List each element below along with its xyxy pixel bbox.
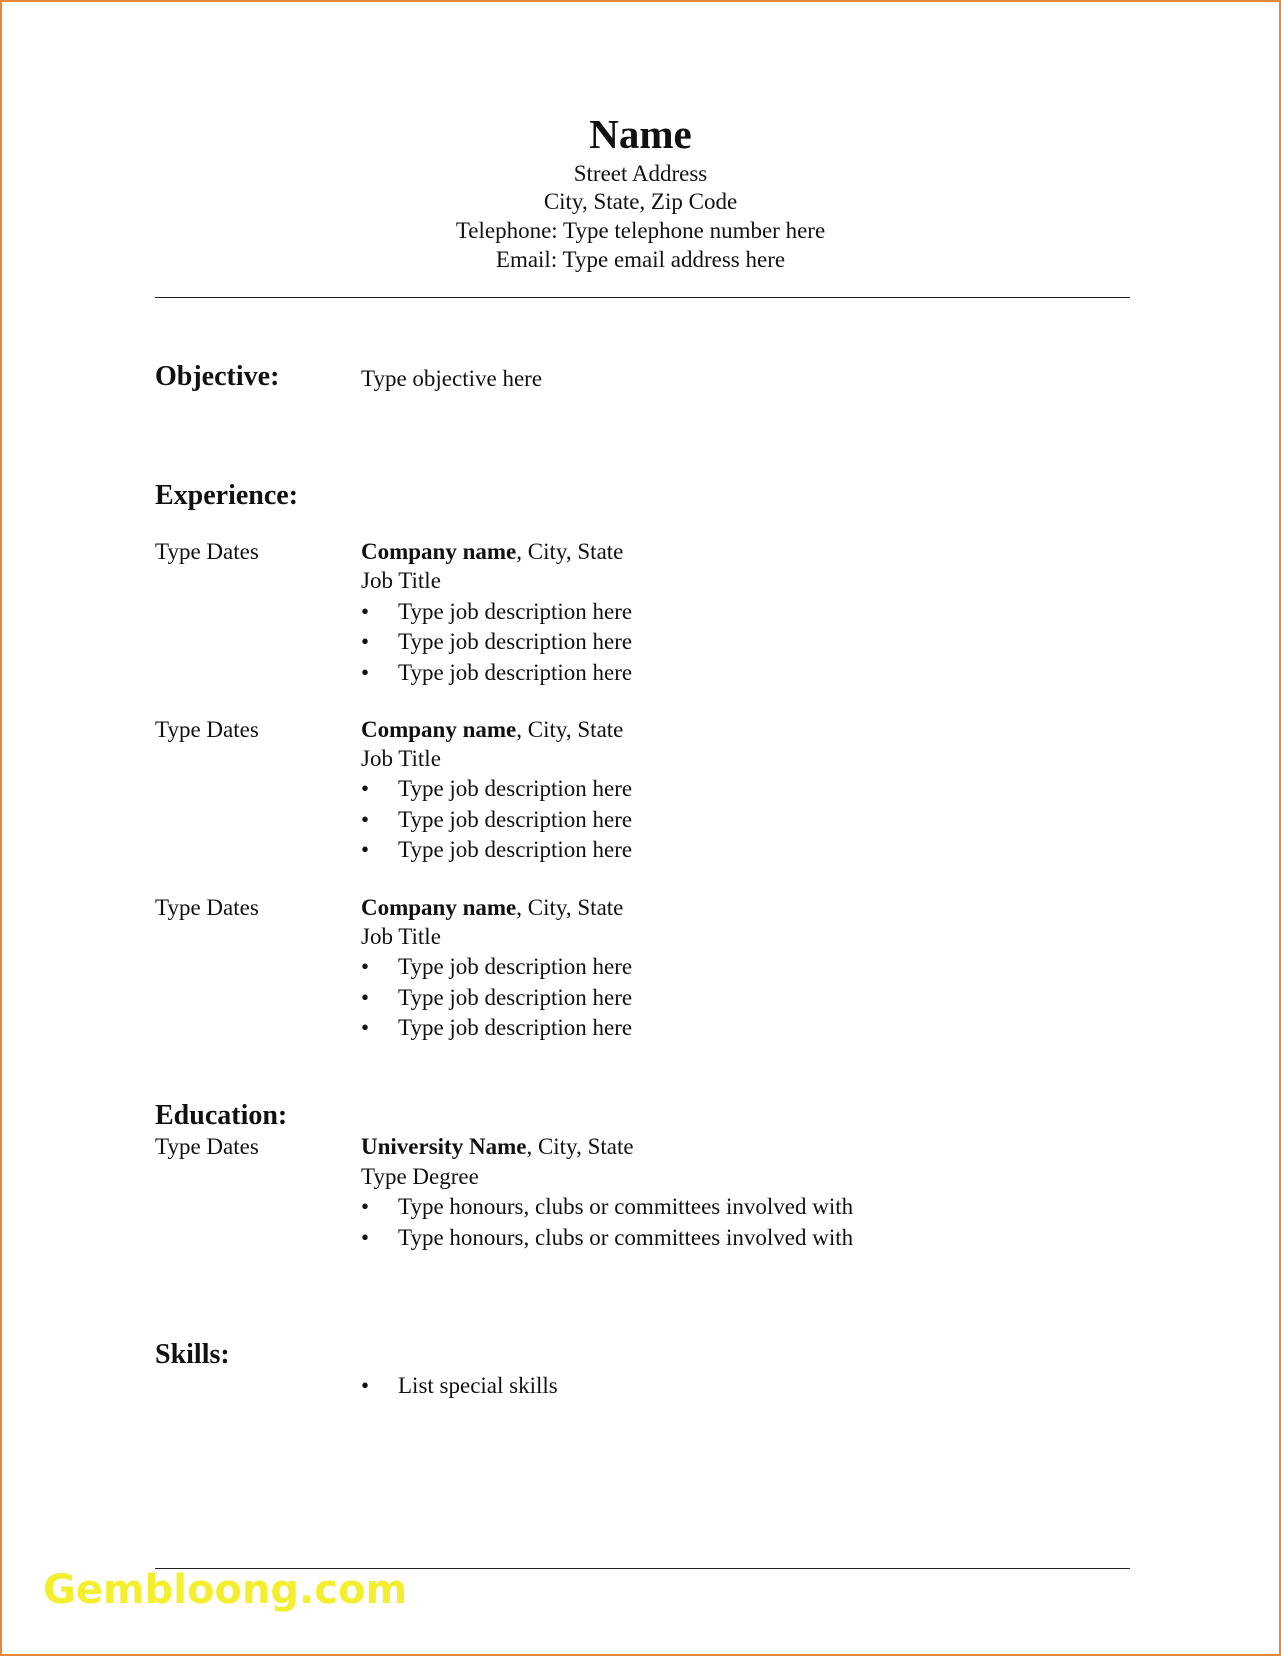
- list-item: [361, 630, 632, 653]
- job-description: Type job description here: [398, 985, 633, 1010]
- header-divider: [155, 297, 1130, 298]
- company-location: , City, State: [516, 717, 624, 742]
- street-address: Street Address: [573, 161, 708, 186]
- objective-text: Type objective here: [361, 366, 543, 391]
- list-item: [361, 986, 632, 1009]
- job-dates: Type Dates: [155, 717, 259, 742]
- job-description: Type job description here: [398, 1015, 633, 1040]
- job-dates: Type Dates: [155, 539, 259, 564]
- job-description: Type job description here: [398, 629, 633, 654]
- education-dates: Type Dates: [155, 1134, 259, 1159]
- skills-heading: Skills:: [155, 1339, 230, 1370]
- job-description: Type job description here: [398, 954, 633, 979]
- bullet-icon: •: [361, 660, 370, 685]
- university-line: [361, 1135, 634, 1158]
- education-honours: Type honours, clubs or committees involved with: [398, 1194, 854, 1219]
- job-description: Type job description here: [398, 660, 633, 685]
- company-name: Company name: [361, 539, 517, 564]
- watermark: Gembloong.com: [43, 1567, 408, 1613]
- bullet-icon: •: [361, 1373, 370, 1398]
- job-title: Job Title: [361, 746, 441, 771]
- list-item: [361, 777, 632, 800]
- job-description: Type job description here: [398, 807, 633, 832]
- resume-name: Name: [589, 111, 692, 157]
- education-heading: Education:: [155, 1100, 288, 1131]
- list-item: [361, 838, 632, 861]
- company-location: , City, State: [516, 895, 624, 920]
- company-name: Company name: [361, 717, 517, 742]
- job-description: Type job description here: [398, 776, 633, 801]
- bullet-icon: •: [361, 954, 370, 979]
- bullet-icon: •: [361, 1194, 370, 1219]
- bullet-icon: •: [361, 1015, 370, 1040]
- objective-heading: Objective:: [155, 361, 280, 392]
- company-name: Company name: [361, 895, 517, 920]
- university-name: University Name: [361, 1134, 527, 1159]
- bullet-icon: •: [361, 629, 370, 654]
- experience-heading: Experience:: [155, 480, 299, 511]
- job-company-line: [361, 540, 623, 563]
- list-item: [361, 661, 632, 684]
- list-item: [361, 1226, 853, 1249]
- bullet-icon: •: [361, 837, 370, 862]
- skill-item: List special skills: [398, 1373, 558, 1398]
- university-location: , City, State: [526, 1134, 634, 1159]
- job-title: Job Title: [361, 568, 441, 593]
- job-description: Type job description here: [398, 599, 633, 624]
- bullet-icon: •: [361, 985, 370, 1010]
- job-company-line: [361, 718, 623, 741]
- job-company-line: [361, 896, 623, 919]
- company-location: , City, State: [516, 539, 624, 564]
- list-item: [361, 1195, 853, 1218]
- city-state-zip: City, State, Zip Code: [543, 189, 738, 214]
- email-line: Email: Type email address here: [495, 247, 786, 272]
- bullet-icon: •: [361, 776, 370, 801]
- list-item: [361, 1374, 558, 1397]
- education-honours: Type honours, clubs or committees involved with: [398, 1225, 854, 1250]
- bullet-icon: •: [361, 1225, 370, 1250]
- degree: Type Degree: [361, 1164, 479, 1189]
- list-item: [361, 955, 632, 978]
- bullet-icon: •: [361, 599, 370, 624]
- bullet-icon: •: [361, 807, 370, 832]
- job-description: Type job description here: [398, 837, 633, 862]
- list-item: [361, 600, 632, 623]
- list-item: [361, 1016, 632, 1039]
- list-item: [361, 808, 632, 831]
- job-dates: Type Dates: [155, 895, 259, 920]
- job-title: Job Title: [361, 924, 441, 949]
- telephone-line: Telephone: Type telephone number here: [455, 218, 826, 243]
